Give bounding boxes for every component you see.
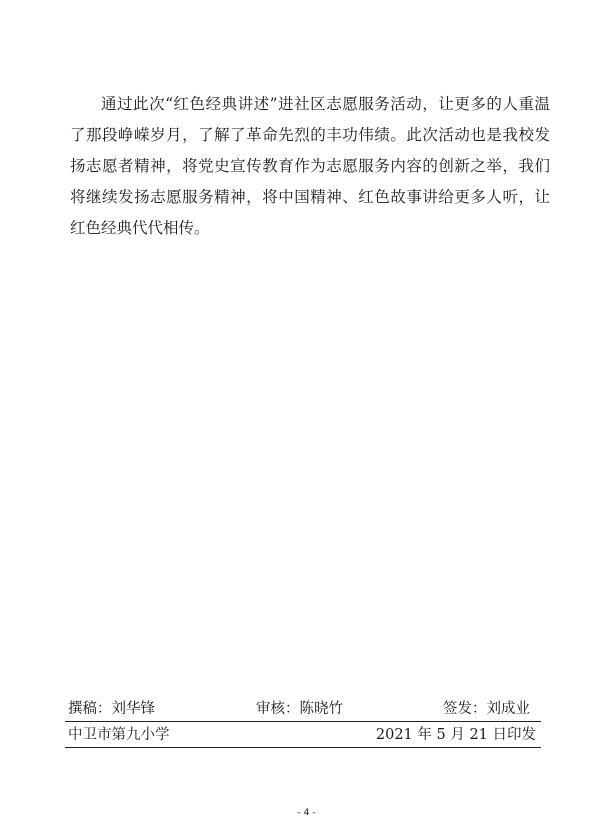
closing-paragraph: 通过此次“红色经典讲述”进社区志愿服务活动，让更多的人重温了那段峥嵘岁月，了解了革命先烈的丰功伟绩。此次活动也是我校发扬志愿者精神，将党史宣传教育作为志愿服务内容的创新之举，我们将继续发扬志愿服务精神，将中国精神、红色故事讲给更多人听，让红色经典代代相传。 [70,95,550,237]
footer-divider-bottom [65,747,541,748]
author-credit: 撰稿：刘华锋 [68,701,155,717]
issue-date: 2021 年 5 月 21 日印发 [375,727,536,743]
approver-credit: 签发：刘成业 [443,701,530,717]
page-number: - 4 - [297,808,316,818]
reviewer-credit: 审核：陈晓竹 [256,701,343,717]
footer-divider-top [65,721,541,722]
body-text [70,89,550,244]
issuer-name: 中卫市第九小学 [68,727,170,743]
